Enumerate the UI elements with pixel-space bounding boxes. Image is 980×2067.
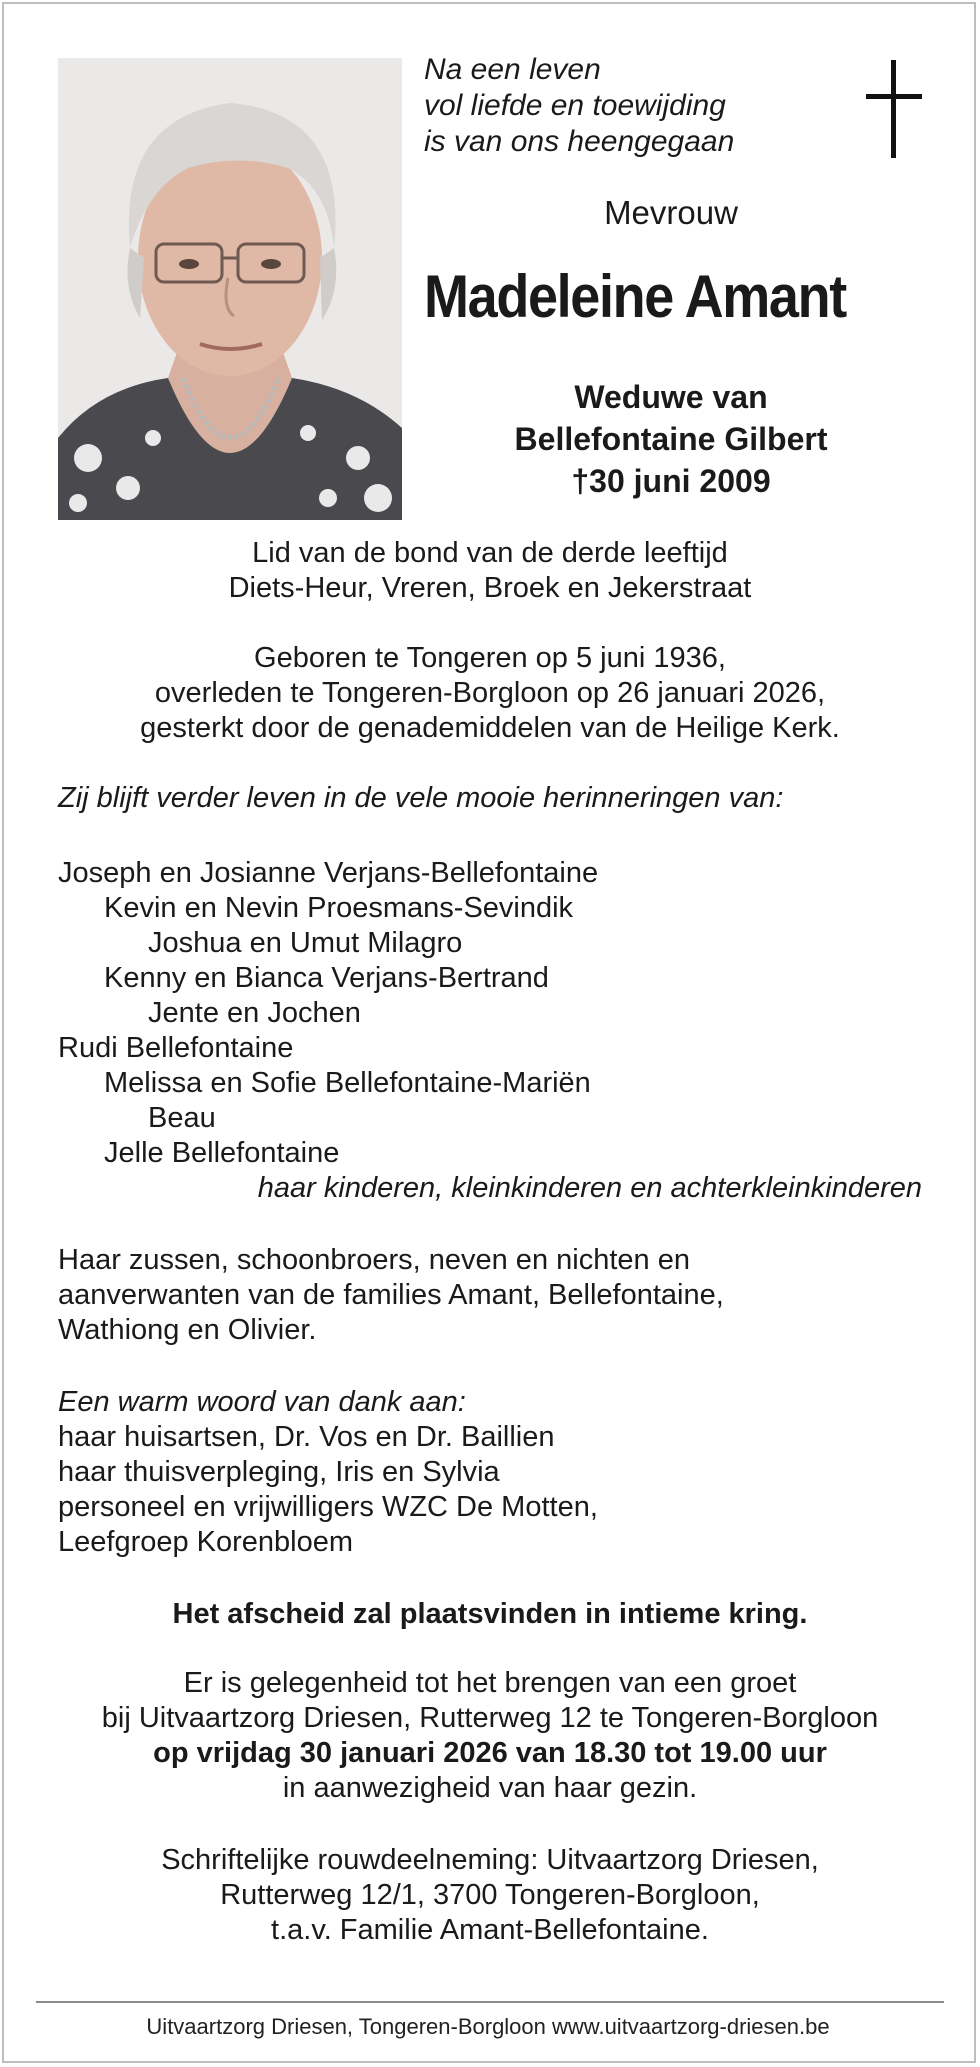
birth-line: Geboren te Tongeren op 5 juni 1936, [254, 642, 726, 674]
thanks-line: haar thuisverpleging, Iris en Sylvia [58, 1456, 500, 1488]
birth-line: gesterkt door de genademiddelen van de Heilige Kerk. [140, 712, 840, 744]
thanks-line: personeel en vrijwilligers WZC De Motten, [58, 1491, 598, 1523]
family-member: Joseph en Josianne Verjans-Bellefontaine [58, 857, 599, 889]
widow-block [424, 376, 918, 502]
membership-line: Lid van de bond van de derde leeftijd [252, 537, 728, 569]
condolence-line: t.a.v. Familie Amant-Bellefontaine. [271, 1914, 709, 1946]
visitation-block [40, 1666, 940, 1806]
opening-poem [424, 52, 734, 160]
portrait-photo [58, 58, 402, 520]
thanks-line: haar huisartsen, Dr. Vos en Dr. Baillien [58, 1421, 555, 1453]
thanks-intro: Een warm woord van dank aan: [58, 1386, 466, 1418]
condolence-block [40, 1843, 940, 1948]
family-member: Rudi Bellefontaine [58, 1032, 294, 1064]
widow-line: Weduwe van [574, 379, 768, 415]
family-member: Jelle Bellefontaine [104, 1137, 340, 1169]
visitation-line: in aanwezigheid van haar gezin. [282, 1772, 698, 1804]
family-member: Kenny en Bianca Verjans-Bertrand [104, 962, 549, 994]
thanks-block [58, 1385, 938, 1560]
memories-intro: Zij blijft verder leven in de vele mooie herinneringen van: [58, 782, 784, 814]
membership-block [40, 536, 940, 606]
poem-line: is van ons heengegaan [424, 125, 735, 158]
condolence-line: Rutterweg 12/1, 3700 Tongeren-Borgloon, [220, 1879, 760, 1911]
birth-line: overleden te Tongeren-Borgloon op 26 januari 2026, [154, 677, 826, 709]
family-member: Beau [148, 1102, 216, 1134]
deceased-name: Madeleine Amant [424, 263, 846, 330]
visitation-line: Er is gelegenheid tot het brengen van een groet [183, 1667, 797, 1699]
family-list [58, 856, 938, 1206]
cross-icon [866, 60, 922, 160]
relatives-line: aanverwanten van de families Amant, Bellefontaine, [58, 1279, 724, 1311]
widow-line: Bellefontaine Gilbert [514, 421, 828, 457]
poem-line: vol liefde en toewijding [424, 89, 726, 122]
footer-divider [36, 2001, 944, 2003]
thanks-line: Leefgroep Korenbloem [58, 1526, 354, 1558]
visitation-line: bij Uitvaartzorg Driesen, Rutterweg 12 te Tongeren-Borgloon [101, 1702, 879, 1734]
footer-text: Uitvaartzorg Driesen, Tongeren-Borgloon www.uitvaartzorg-driesen.be [146, 2014, 830, 2039]
farewell-notice: Het afscheid zal plaatsvinden in intieme kring. [172, 1598, 808, 1630]
relatives-line: Wathiong en Olivier. [58, 1314, 317, 1346]
family-member: Kevin en Nevin Proesmans-Sevindik [104, 892, 574, 924]
widow-line: †30 juni 2009 [571, 463, 771, 499]
visitation-datetime: op vrijdag 30 januari 2026 van 18.30 tot 19.00 uur [153, 1737, 827, 1769]
relatives-block [58, 1243, 938, 1348]
birth-death-block [40, 641, 940, 746]
family-summary: haar kinderen, kleinkinderen en achterkleinkinderen [257, 1172, 922, 1204]
condolence-line: Schriftelijke rouwdeelneming: Uitvaartzorg Driesen, [161, 1844, 819, 1876]
family-member: Jente en Jochen [148, 997, 361, 1029]
salutation: Mevrouw [604, 194, 738, 231]
family-member: Melissa en Sofie Bellefontaine-Mariën [104, 1067, 591, 1099]
relatives-line: Haar zussen, schoonbroers, neven en nichten en [58, 1244, 690, 1276]
family-member: Joshua en Umut Milagro [148, 927, 463, 959]
membership-line: Diets-Heur, Vreren, Broek en Jekerstraat [228, 572, 752, 604]
poem-line: Na een leven [424, 53, 601, 86]
